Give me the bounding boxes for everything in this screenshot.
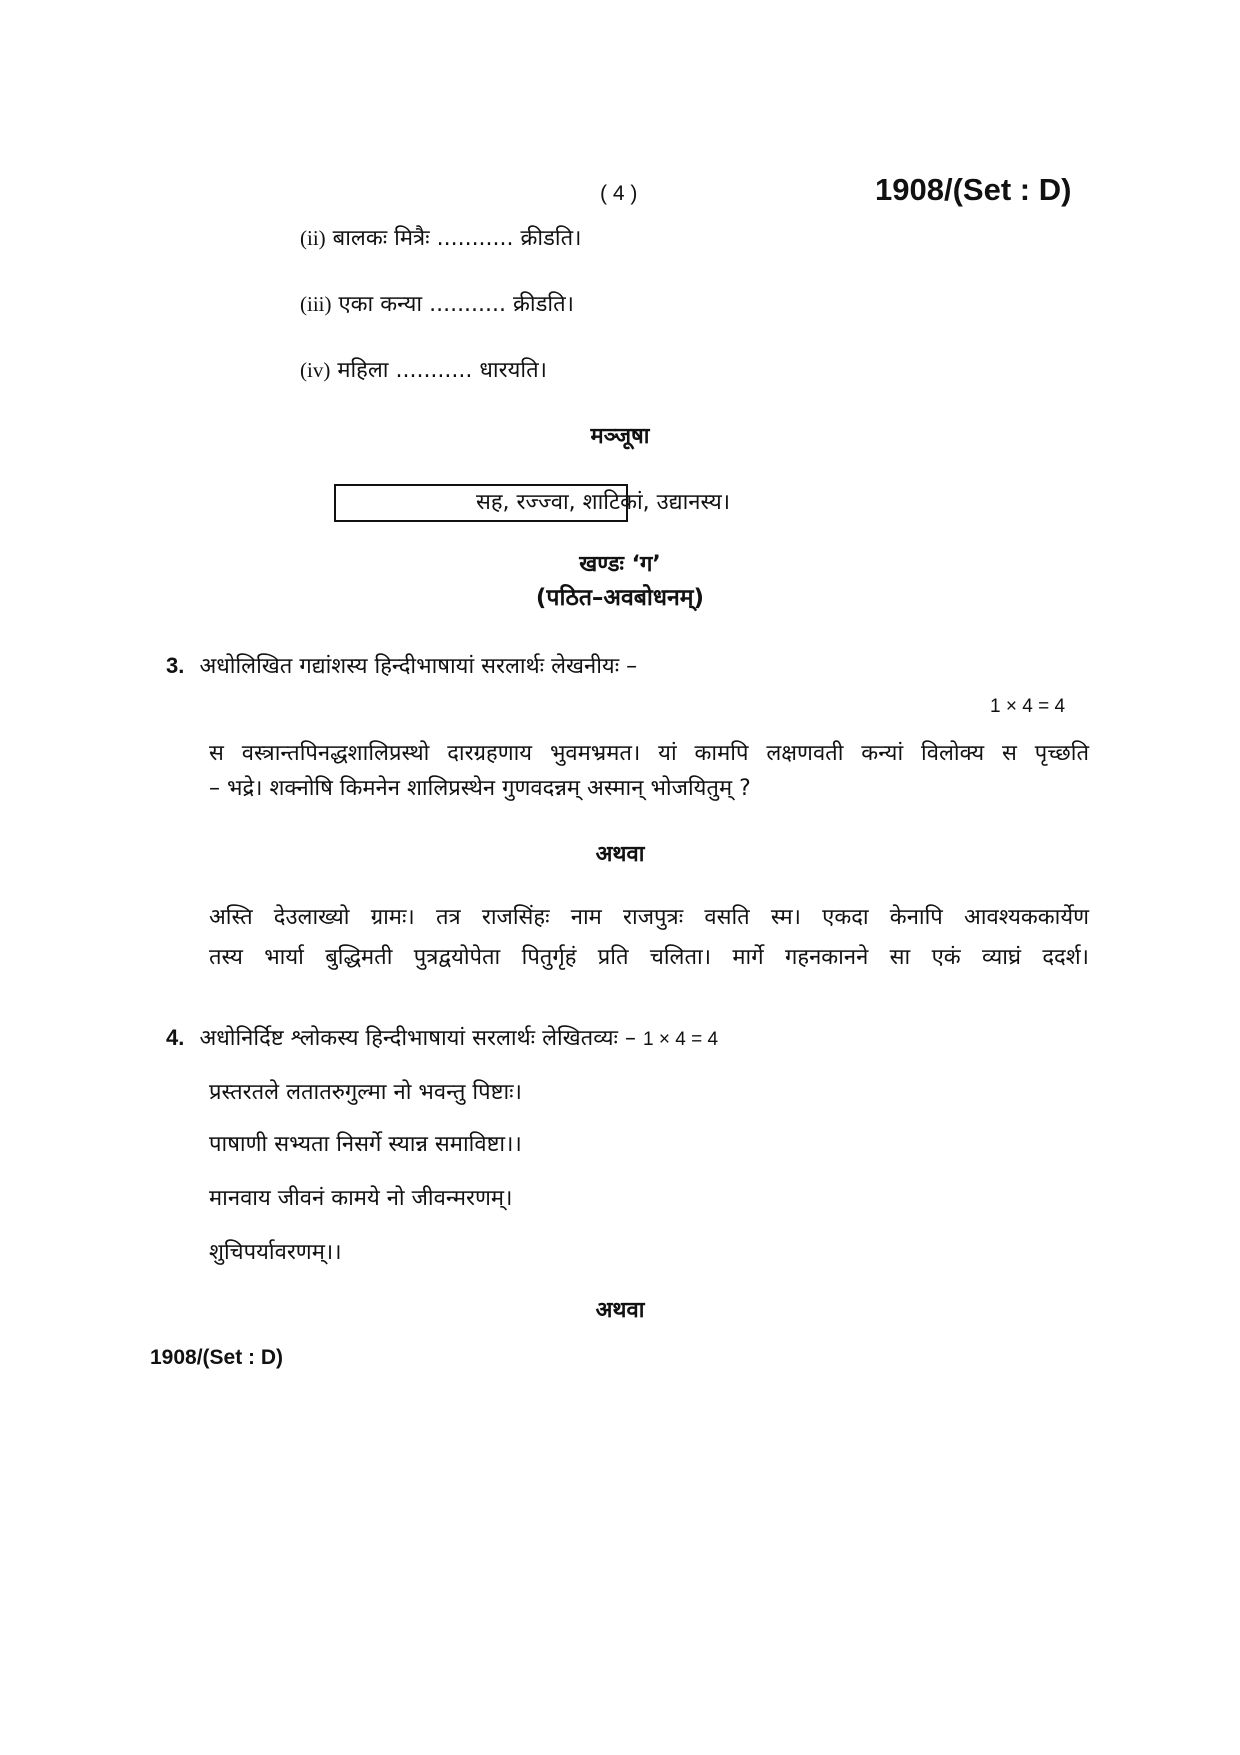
item-number: (iv) xyxy=(300,358,331,382)
or-label-q3: अथवा xyxy=(595,842,645,867)
manjusha-title: मञ्जूषा xyxy=(590,424,650,449)
fill-item-iii xyxy=(300,288,574,318)
fill-item-iv xyxy=(300,354,547,384)
paper-code-header: 1908/(Set : D) xyxy=(875,172,1072,207)
section-title: खण्डः ‘ग’ xyxy=(579,552,661,577)
marks-q3: 1 × 4 = 4 xyxy=(990,696,1066,717)
paper-code-footer: 1908/(Set : D) xyxy=(150,1346,284,1369)
section-subtitle: (पठित–अवबोधनम्) xyxy=(535,585,705,611)
marks-q4: 1 × 4 = 4 xyxy=(643,1029,719,1050)
item-text: बालकः मित्रैः ........... क्रीडति। xyxy=(332,226,582,251)
question-number: 3. xyxy=(166,653,185,678)
question-number: 4. xyxy=(166,1025,185,1050)
item-text: महिला ........... धारयति। xyxy=(337,358,547,383)
item-number: (iii) xyxy=(300,292,332,316)
alt-passage-line-1: अस्ति देउलाख्यो ग्रामः। तत्र राजसिंहः नाम राजपुत्रः वसति स्म। एकदा केनापि आवश्यककार्येण xyxy=(209,905,1089,930)
question-4 xyxy=(166,1022,718,1052)
item-text: एका कन्या ........... क्रीडति। xyxy=(338,292,574,317)
manjusha-words: सह, रज्ज्वा, शाटिकां, उद्यानस्य। xyxy=(476,490,731,515)
or-label-q4: अथवा xyxy=(595,1298,645,1323)
page-number: ( 4 ) xyxy=(600,182,638,205)
question-instruction: अधोलिखित गद्यांशस्य हिन्दीभाषायां सरलार्थः लेखनीयः – xyxy=(199,654,638,679)
alt-passage-line-2: तस्य भार्या बुद्धिमती पुत्रद्वयोपेता पितुर्गृहं प्रति चलिता। मार्गे गहनकानने सा एकं व्याघ्रं ददर्श। xyxy=(209,945,1089,970)
item-number: (ii) xyxy=(300,226,326,250)
passage-line-1: स वस्त्रान्तपिनद्धशालिप्रस्थो दारग्रहणाय भुवमभ्रमत। यां कामपि लक्षणवती कन्यां विलोक्य स पृच्छति xyxy=(209,741,1089,766)
question-3 xyxy=(166,650,637,680)
fill-item-ii xyxy=(300,222,581,252)
verse-line-3: मानवाय जीवनं कामये नो जीवन्मरणम्। xyxy=(209,1186,513,1211)
verse-line-2: पाषाणी सभ्यता निसर्गे स्यान्न समाविष्टा।। xyxy=(209,1132,522,1157)
verse-line-1: प्रस्तरतले लतातरुगुल्मा नो भवन्तु पिष्टाः। xyxy=(209,1080,522,1105)
question-instruction: अधोनिर्दिष्ट श्लोकस्य हिन्दीभाषायां सरलार्थः लेखितव्यः – xyxy=(199,1026,636,1051)
verse-line-4: शुचिपर्यावरणम्।। xyxy=(209,1240,342,1265)
passage-line-2: – भद्रे। शक्नोषि किमनेन शालिप्रस्थेन गुणवदन्नम् अस्मान् भोजयितुम् ? xyxy=(209,776,751,801)
